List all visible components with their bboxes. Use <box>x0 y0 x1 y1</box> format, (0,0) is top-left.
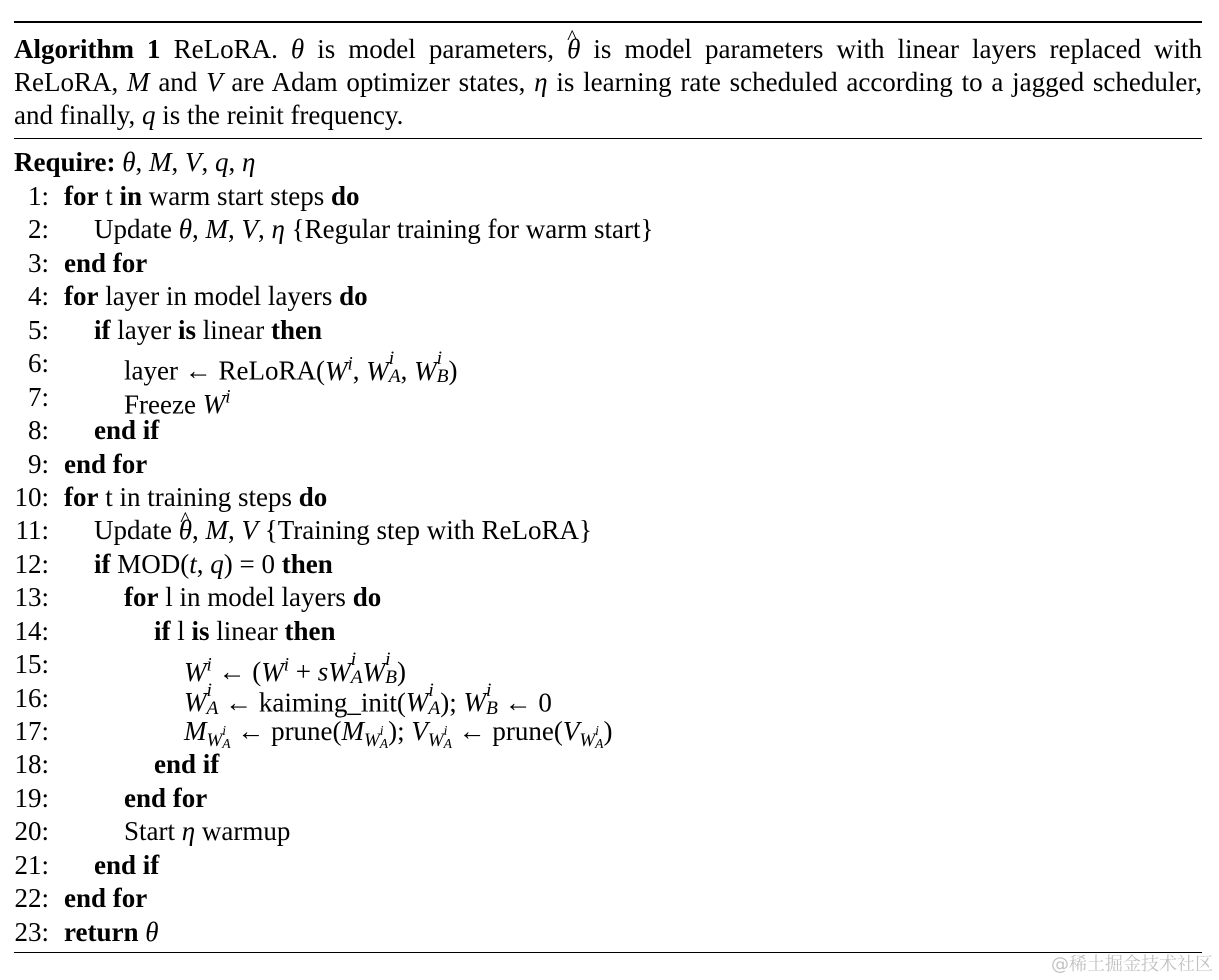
algorithm-line <box>0 615 1219 648</box>
math-base: M <box>184 716 207 746</box>
line-number: 10: <box>14 481 49 512</box>
text-token: l <box>170 615 192 646</box>
line-body <box>124 815 290 848</box>
math-base: W <box>184 656 207 687</box>
algorithm-line <box>0 448 1219 481</box>
text-token: , <box>171 147 186 177</box>
text-token <box>278 34 291 64</box>
algorithm-line <box>0 715 1219 751</box>
line-body <box>64 180 360 213</box>
text-token: is the reinit frequency. <box>155 100 404 130</box>
line-number: 18: <box>14 749 49 780</box>
line-body <box>124 782 207 815</box>
math-symbol <box>127 67 150 97</box>
text-token: is model parameters, <box>304 34 568 64</box>
algorithm-line <box>0 347 1219 388</box>
math-base: W <box>328 656 351 687</box>
line-body <box>64 916 159 949</box>
text-token: , <box>228 147 243 177</box>
line-body <box>64 882 147 915</box>
text-token: ← kaiming_init( <box>218 687 406 718</box>
math-symbol <box>463 679 498 720</box>
require-params <box>122 147 255 177</box>
keyword: do <box>298 481 328 512</box>
text-token: ← ( <box>211 656 262 687</box>
math-subscript: A <box>595 735 604 751</box>
math-subscript: A <box>388 366 401 388</box>
math-symbol <box>145 917 158 947</box>
text-token: ← prune( <box>230 716 342 746</box>
algorithm-line <box>0 314 1219 347</box>
math-base: M <box>205 515 228 546</box>
line-number: 23: <box>14 916 49 947</box>
algorithm-line <box>0 679 1219 720</box>
text-token: is learning rate scheduled according to a jagged scheduler, and finally, <box>14 67 1202 130</box>
text-token: , <box>191 515 206 546</box>
math-symbol <box>210 549 224 579</box>
line-number: 21: <box>14 849 49 880</box>
math-base: t <box>189 548 197 579</box>
keyword: end for <box>124 782 208 813</box>
math-base: η <box>271 214 285 245</box>
text-token: ) <box>397 656 406 687</box>
math-base: q <box>215 147 229 177</box>
keyword: do <box>339 281 368 312</box>
text-token: , <box>400 355 415 386</box>
keyword: then <box>270 314 322 345</box>
algorithm-line <box>0 849 1219 882</box>
top-rule <box>14 21 1202 23</box>
text-token: ) <box>448 355 458 386</box>
watermark: @稀土掘金技术社区 <box>1051 954 1213 975</box>
math-base: V <box>206 67 223 97</box>
math-superscript: i <box>206 679 212 701</box>
math-base: W <box>324 355 348 386</box>
math-symbol <box>411 716 452 751</box>
keyword: do <box>352 582 382 613</box>
text-token: ); <box>388 716 412 746</box>
text-token: t in training steps <box>98 481 299 512</box>
line-body <box>94 514 592 547</box>
algorithm-line <box>0 916 1219 949</box>
keyword: if <box>94 548 111 579</box>
keyword: end if <box>94 415 160 446</box>
keyword: for <box>124 582 159 613</box>
math-subscript: A <box>350 667 363 689</box>
math-symbol <box>205 214 228 244</box>
algorithm-line <box>0 548 1219 581</box>
math-subscript: A <box>379 735 389 751</box>
math-symbol <box>184 679 219 720</box>
algorithm-line <box>0 648 1219 689</box>
math-symbol <box>271 214 284 244</box>
math-superscript: i <box>379 722 384 738</box>
algorithm-line <box>0 381 1219 420</box>
text-token: ← prune( <box>451 716 563 746</box>
text-token: ) <box>603 716 613 746</box>
keyword: end for <box>64 448 148 479</box>
math-superscript: i <box>436 348 442 370</box>
text-token: linear <box>195 314 271 345</box>
text-token: is model parameters with linear layers replaced with ReLoRA, <box>14 34 1203 97</box>
math-superscript: i <box>428 679 434 701</box>
math-base: θ <box>290 34 305 64</box>
keyword: then <box>284 615 336 646</box>
line-number: 5: <box>27 314 49 345</box>
line-number: 19: <box>14 782 49 813</box>
line-number: 14: <box>14 615 49 646</box>
text-token: , <box>191 214 206 245</box>
math-subscript-stack <box>222 722 231 751</box>
line-number: 12: <box>14 548 49 579</box>
math-superscript: i <box>485 679 492 701</box>
keyword: for <box>64 181 99 211</box>
keyword: for <box>64 481 99 512</box>
math-superscript: i <box>206 654 212 676</box>
math-subscript: A <box>206 698 219 720</box>
math-symbol <box>241 214 258 244</box>
math-hat-symbol: ^ θ <box>567 33 580 66</box>
text-token: + <box>289 656 318 687</box>
math-base: M <box>205 214 228 245</box>
text-token: {Regular training for warm start} <box>284 214 654 245</box>
text-token: Update <box>94 214 179 245</box>
line-number: 11: <box>15 515 49 546</box>
line-body <box>124 581 381 614</box>
math-symbol <box>149 147 172 177</box>
algorithm-label: Algorithm 1 <box>14 34 161 64</box>
math-symbol <box>562 716 604 751</box>
math-subscript-stack <box>443 722 452 751</box>
algorithm-line <box>0 782 1219 815</box>
math-hat-symbol: ^ θ <box>179 514 192 547</box>
line-body <box>64 247 147 280</box>
math-superscript: i <box>347 353 353 375</box>
text-token: , <box>227 515 242 546</box>
math-base: M <box>341 716 365 746</box>
keyword: do <box>331 181 360 211</box>
math-symbol <box>182 816 195 846</box>
math-base: η <box>181 816 196 847</box>
require-keyword: Require: <box>14 147 116 177</box>
math-script-stack <box>485 679 498 720</box>
math-base: M <box>127 67 150 97</box>
math-symbol <box>122 147 135 177</box>
algorithm-line <box>0 748 1219 781</box>
math-base: V <box>185 147 202 177</box>
math-symbol <box>215 147 229 177</box>
math-base: V <box>241 515 258 546</box>
math-superscript: i <box>385 648 391 670</box>
line-number: 1: <box>27 181 49 211</box>
math-base: M <box>149 147 172 177</box>
math-symbol <box>206 67 223 97</box>
math-base: s <box>317 656 329 687</box>
line-number: 15: <box>14 649 49 680</box>
text-token: Freeze <box>124 389 203 420</box>
line-body <box>94 414 159 447</box>
line-body <box>154 748 219 781</box>
line-body <box>94 314 322 347</box>
text-token: , <box>135 147 150 177</box>
algorithm-line <box>0 180 1219 213</box>
line-number: 22: <box>14 883 49 914</box>
algorithm-line <box>0 414 1219 447</box>
math-script-stack <box>428 679 441 720</box>
line-number: 2: <box>27 214 49 245</box>
text-token: layer <box>110 314 178 345</box>
keyword: if <box>94 314 111 345</box>
bottom-rule <box>14 952 1202 953</box>
line-body <box>184 679 552 720</box>
text-token: {Training step with ReLoRA} <box>257 515 592 546</box>
math-symbol <box>179 214 192 244</box>
math-base: W <box>366 355 389 386</box>
line-body <box>94 849 159 882</box>
keyword: if <box>154 615 171 646</box>
line-body <box>64 481 327 514</box>
math-base: θ <box>122 147 136 177</box>
math-base: W <box>463 687 486 718</box>
algorithm-line <box>0 514 1219 547</box>
math-subscript: B <box>485 698 498 720</box>
math-symbol <box>534 67 547 97</box>
caption-rule <box>14 138 1202 139</box>
keyword: is <box>191 615 210 646</box>
keyword: end for <box>64 247 148 278</box>
math-base: V <box>241 214 258 245</box>
text-token: layer in model layers <box>98 281 340 312</box>
keyword: end if <box>154 749 220 780</box>
algorithm-line <box>0 882 1219 915</box>
math-subscript: B <box>436 366 449 388</box>
text-token: are Adam optimizer states, <box>222 67 535 97</box>
math-base: W <box>184 687 207 718</box>
math-symbol <box>242 147 255 177</box>
require-line <box>14 146 255 179</box>
line-number: 16: <box>14 682 49 713</box>
math-base: η <box>534 67 548 97</box>
keyword: then <box>281 548 333 579</box>
math-subscript-stack <box>379 722 389 751</box>
line-number: 7: <box>27 381 49 412</box>
line-number: 8: <box>27 415 49 446</box>
math-superscript: i <box>350 648 357 670</box>
line-number: 4: <box>27 281 49 312</box>
text-token: , <box>201 147 216 177</box>
algorithm-caption <box>14 33 1202 132</box>
line-number: 6: <box>27 348 49 379</box>
line-body <box>64 448 147 481</box>
math-base: W <box>414 355 437 386</box>
math-superscript: i <box>225 386 231 408</box>
math-subscript: A <box>222 735 231 751</box>
keyword: for <box>64 281 99 312</box>
math-subscript: A <box>443 735 452 751</box>
text-token: linear <box>209 615 285 646</box>
math-symbol <box>142 100 156 130</box>
text-token: layer ← ReLoRA( <box>124 355 325 386</box>
algorithm-line <box>0 280 1219 313</box>
text-token: warm start steps <box>142 181 331 211</box>
math-symbol <box>205 515 228 545</box>
text-token: , <box>196 548 211 579</box>
math-symbol <box>189 549 197 579</box>
line-number: 9: <box>27 448 49 479</box>
math-superscript: i <box>595 722 599 738</box>
math-base: W <box>362 656 386 687</box>
math-superscript: i <box>222 722 227 738</box>
line-number: 13: <box>14 582 49 613</box>
math-base: η <box>242 147 256 177</box>
math-subscript: B <box>385 667 397 689</box>
algorithm-lines <box>0 180 1219 949</box>
line-number: 3: <box>27 247 49 278</box>
text-token: ) = 0 <box>223 548 282 579</box>
math-symbol <box>405 679 441 720</box>
text-token: and <box>149 67 207 97</box>
text-token: , <box>257 214 272 245</box>
math-subscript: A <box>428 698 441 720</box>
line-body <box>154 615 336 648</box>
line-number: 20: <box>14 816 49 847</box>
math-superscript: i <box>283 654 289 676</box>
math-base: θ <box>145 916 159 947</box>
math-base: q <box>210 548 224 579</box>
math-symbol <box>241 515 258 545</box>
math-base: V <box>562 716 580 746</box>
text-token: Update <box>94 515 179 546</box>
keyword: end if <box>94 849 160 880</box>
math-symbol <box>291 34 304 64</box>
keyword: return <box>64 916 139 947</box>
text-token: , <box>227 214 242 245</box>
math-base: V <box>411 716 428 746</box>
text-token: , <box>352 355 367 386</box>
algorithm-line <box>0 213 1219 246</box>
line-number: 17: <box>14 716 49 746</box>
text-token: ← 0 <box>497 687 552 718</box>
math-base: W <box>405 687 429 718</box>
math-symbol <box>184 716 231 751</box>
math-base: W <box>261 656 284 687</box>
math-subscript: W i A <box>206 722 231 751</box>
keyword: in <box>119 181 143 211</box>
line-body <box>94 213 653 246</box>
text-token: Start <box>124 816 182 847</box>
text-token: ); <box>440 687 464 718</box>
text-token: MOD( <box>110 548 190 579</box>
algorithm-line <box>0 247 1219 280</box>
line-body <box>94 548 333 581</box>
math-subscript: W i A <box>579 722 604 751</box>
text-token: l in model layers <box>158 582 353 613</box>
keyword: is <box>177 314 196 345</box>
math-base: q <box>141 100 156 130</box>
math-symbol <box>341 716 389 751</box>
algorithm-line <box>0 581 1219 614</box>
keyword: end for <box>64 883 148 914</box>
text-token: t <box>98 181 120 211</box>
line-body <box>64 280 368 313</box>
algorithm-name: ReLoRA. <box>173 34 278 64</box>
text-token: warmup <box>195 816 291 847</box>
algorithm-line <box>0 815 1219 848</box>
math-script-stack <box>206 679 219 720</box>
math-subscript: W i A <box>427 722 452 751</box>
math-symbol <box>185 147 202 177</box>
math-subscript: W i A <box>364 722 389 751</box>
math-base: θ <box>178 214 192 245</box>
math-superscript: i <box>388 348 395 370</box>
math-base: W <box>202 389 226 420</box>
math-superscript: i <box>443 722 448 738</box>
